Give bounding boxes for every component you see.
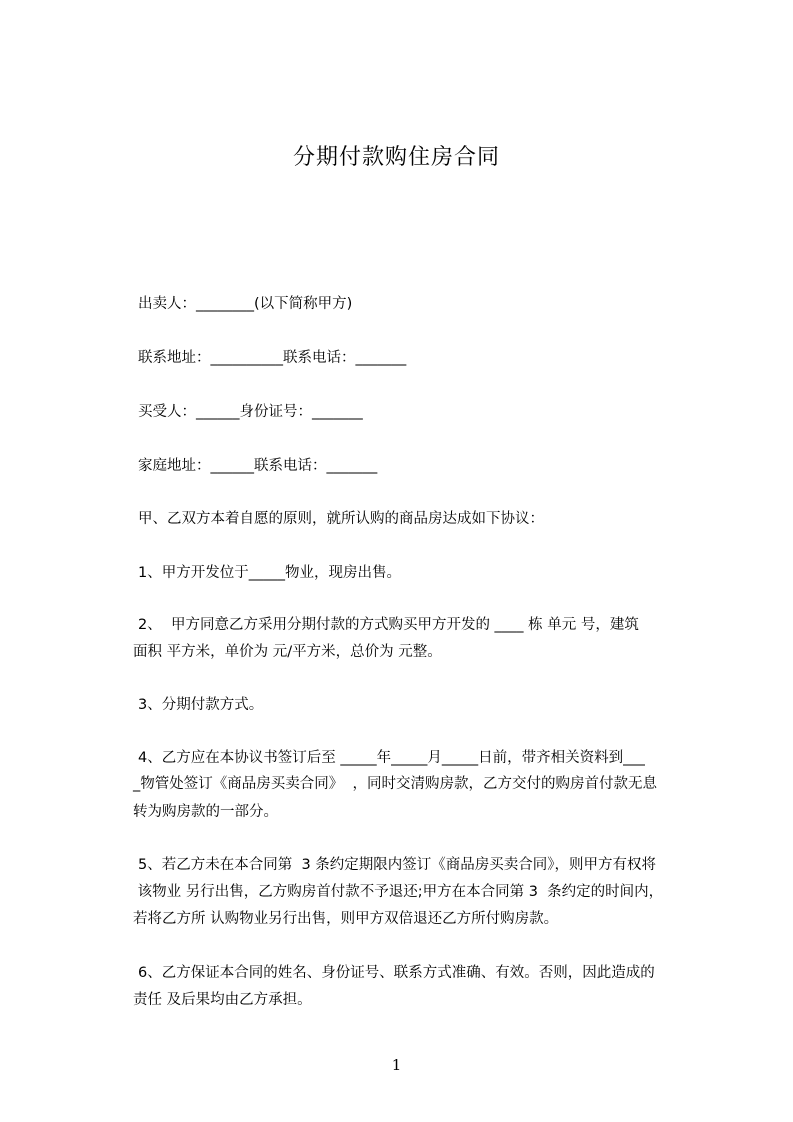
clause-3: 3、分期付款方式。	[138, 697, 264, 713]
agreement-intro: 甲、乙双方本着自愿的原则，就所认购的商品房达成如下协议：	[138, 511, 544, 527]
page-number: 1	[391, 1056, 402, 1074]
contact-address-line: 联系地址：__________联系电话：_______	[138, 350, 407, 366]
clause-2-line-1: 2、 甲方同意乙方采用分期付款的方式购买甲方开发的 ____ 栋 单元 号，建筑	[138, 617, 639, 633]
clause-4-line-2: _物管处签订《商品房买卖合同》 ，同时交清购房款，乙方交付的购房首付款无息	[133, 776, 657, 792]
clause-5-line-3: 若将乙方所 认购物业另行出售，则甲方双倍退还乙方所付购房款。	[133, 911, 559, 927]
clause-6-line-1: 6、乙方保证本合同的姓名、身份证号、联系方式准确、有效。否则，因此造成的	[138, 965, 655, 981]
seller-line: 出卖人：________(以下简称甲方)	[138, 296, 353, 312]
clause-5-line-1: 5、若乙方未在本合同第 3 条约定期限内签订《商品房买卖合同》，则甲方有权将	[138, 857, 657, 873]
clause-4-line-1: 4、乙方应在本协议书签订后至 _____年_____月_____日前，带齐相关资料到___	[138, 750, 645, 766]
buyer-line: 买受人：______身份证号：_______	[138, 404, 363, 420]
clause-2-line-2: 面积 平方米，单价为 元/平方米，总价为 元整。	[133, 644, 442, 660]
home-address-line: 家庭地址：______联系电话：_______	[138, 458, 378, 474]
clause-5-line-2: 该物业 另行出售，乙方购房首付款不予退还;甲方在本合同第 3 条约定的时间内，	[133, 884, 664, 900]
clause-6-line-2: 责任 及后果均由乙方承担。	[133, 992, 312, 1008]
clause-4-line-3: 转为购房款的一部分。	[133, 804, 278, 820]
page-title: 分期付款购住房合同	[292, 145, 500, 170]
clause-1: 1、甲方开发位于_____物业，现房出售。	[138, 565, 401, 581]
